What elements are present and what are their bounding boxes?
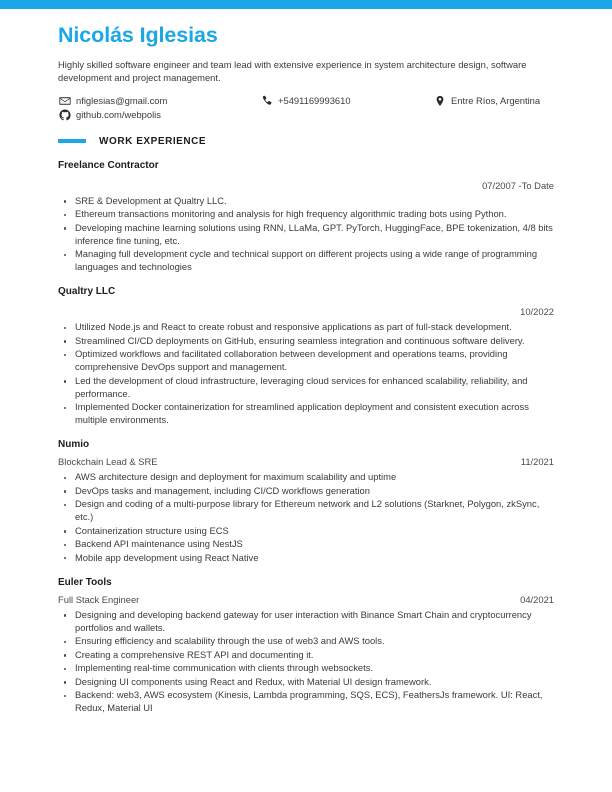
job-bullet-list — [58, 471, 554, 564]
contact-row-primary — [58, 94, 554, 108]
top-accent-bar — [0, 0, 612, 9]
job-date: 11/2021 — [520, 456, 554, 468]
contact-location — [433, 94, 540, 108]
list-item: Designing and developing backend gateway for user interaction with Binance Smart Chain and cryptocurrency portfolios and wallets. — [58, 609, 554, 635]
job-bullet-list — [58, 195, 554, 274]
location-pin-icon — [433, 95, 446, 108]
job-role: Blockchain Lead & SRE — [58, 456, 158, 468]
contact-row-secondary — [58, 108, 554, 122]
list-item: Implemented Docker containerization for streamlined application deployment and consistent execution across multiple environments. — [58, 401, 552, 427]
list-item: Led the development of cloud infrastructure, leveraging cloud services for enhanced scalability, reliability, and performance. — [58, 375, 552, 401]
job-role-date-row — [58, 456, 554, 468]
contact-location-label: Entre Ríos, Argentina — [451, 95, 541, 107]
contact-phone[interactable] — [260, 94, 433, 108]
list-item: AWS architecture design and deployment for maximum scalability and uptime — [58, 471, 554, 484]
job-company: Numio — [58, 439, 90, 451]
list-item: Creating a comprehensive REST API and documenting it. — [58, 649, 554, 662]
job-company: Qualtry LLC — [58, 286, 116, 298]
list-item: SRE & Development at Qualtry LLC. — [58, 195, 554, 208]
job-entry — [58, 159, 554, 275]
section-accent-dash — [58, 139, 86, 143]
list-item: Ethereum transactions monitoring and analysis for high frequency algorithmic trading bots using Python. — [58, 208, 554, 221]
list-item: Managing full development cycle and technical support on different projects using a wide range of programming languages and technologies — [58, 248, 554, 274]
list-item: Backend API maintenance using NestJS — [58, 538, 554, 551]
job-company: Freelance Contractor — [58, 159, 159, 171]
list-item: Ensuring efficiency and scalability through the use of web3 and AWS tools. — [58, 635, 554, 648]
job-role: Full Stack Engineer — [58, 593, 140, 605]
list-item: Utilized Node.js and React to create robust and responsive applications as part of full-stack development. — [58, 321, 552, 334]
job-bullet-list — [58, 609, 554, 715]
job-role-date-row — [58, 594, 554, 606]
job-entry — [58, 285, 554, 427]
contact-github-label: github.com/webpolis — [76, 109, 161, 121]
list-item: Optimized workflows and facilitated collaboration between development and operations teams, providing comprehensive DevOps support and management. — [58, 348, 552, 374]
list-item: Implementing real-time communication with clients through websockets. — [58, 662, 554, 675]
envelope-icon — [58, 95, 71, 108]
contact-phone-label: +5491169993610 — [278, 95, 351, 107]
list-item: Designing UI components using React and Redux, with Material UI design framework. — [58, 676, 554, 689]
job-date: 04/2021 — [520, 593, 554, 605]
list-item: Streamlined CI/CD deployments on GitHub, ensuring seamless integration and continuous software delivery. — [58, 335, 552, 348]
phone-icon — [260, 95, 273, 108]
resume-content — [0, 23, 612, 715]
job-entry — [58, 576, 554, 715]
list-item: Developing machine learning solutions using RNN, LLaMa, GPT. PyTorch, HuggingFace, BPE tokenization, 4/8 bits inference fine tuning, etc. — [58, 222, 554, 248]
job-company: Euler Tools — [58, 576, 112, 588]
professional-summary: Highly skilled software engineer and team lead with extensive experience in system architecture design, software development and project management. — [58, 58, 527, 84]
github-icon — [58, 108, 71, 121]
section-header-work-experience — [58, 136, 554, 147]
contact-github[interactable] — [58, 108, 260, 122]
job-date: 10/2022 — [520, 306, 554, 318]
contact-details — [58, 94, 554, 121]
section-title-label: WORK EXPERIENCE — [99, 135, 207, 147]
list-item: Design and coding of a multi-purpose library for Ethereum network and L2 solutions (Starknet, Polygon, zkSync, etc.) — [58, 498, 554, 524]
job-bullet-list — [58, 321, 554, 427]
contact-email-label: nfiglesias@gmail.com — [76, 95, 168, 107]
list-item: Backend: web3, AWS ecosystem (Kinesis, Lambda programming, SQS, ECS), FeathersJs framework. UI: React, Redux, Material UI — [58, 689, 554, 715]
job-date: 07/2007 -To Date — [482, 179, 554, 191]
candidate-name: Nicolás Iglesias — [58, 23, 218, 47]
list-item: Mobile app development using React Native — [58, 552, 554, 565]
list-item: DevOps tasks and management, including CI/CD workflows generation — [58, 485, 554, 498]
job-entry — [58, 438, 554, 565]
list-item: Containerization structure using ECS — [58, 525, 554, 538]
contact-email[interactable] — [58, 94, 260, 108]
